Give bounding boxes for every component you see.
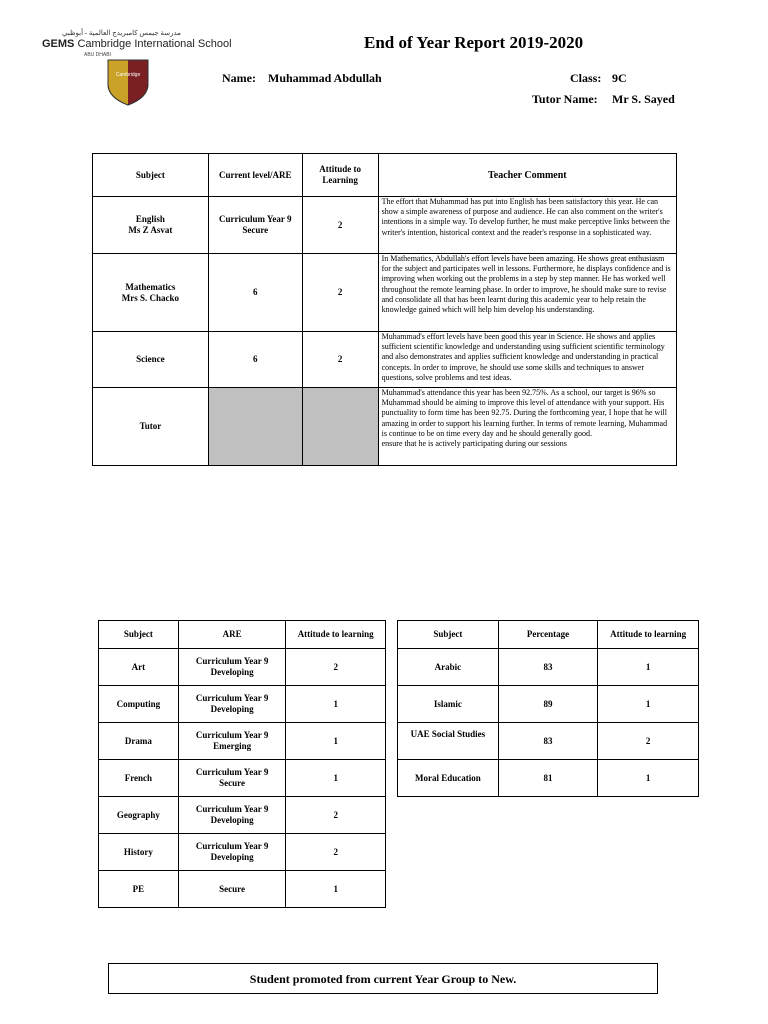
attitude-cell: 2 xyxy=(286,797,386,834)
subject-name: Mathematics xyxy=(125,281,176,292)
are-line: Secure xyxy=(219,778,245,788)
teacher-name: Ms Z Asvat xyxy=(128,225,173,235)
table-row xyxy=(99,649,386,686)
are-line: Curriculum Year 9 xyxy=(195,656,269,666)
level-cell: Curriculum Year 9 Secure xyxy=(208,197,302,254)
comment-cell: Muhammad's effort levels have been good this year in Science. He shows and applies sufficient scientific knowledge and understanding using sufficient scientific terminology and also demonstrates and applies sufficient knowledge and understanding in practical concepts. In order to improve, he should use some skills and techniques to answer questions, solve problems and test ideas. xyxy=(378,332,676,388)
column-header: Subject xyxy=(398,621,499,649)
are-line: Curriculum Year 9 xyxy=(195,767,269,777)
attitude-cell: 1 xyxy=(286,686,386,723)
are-line: Emerging xyxy=(213,741,252,751)
are-cell xyxy=(178,834,286,871)
are-line: Developing xyxy=(210,815,254,825)
attitude-cell: 1 xyxy=(286,723,386,760)
column-header: Current level/ARE xyxy=(208,154,302,197)
report-title: End of Year Report 2019-2020 xyxy=(364,33,584,52)
school-name-brand: GEMS xyxy=(42,38,75,50)
attitude-cell-empty xyxy=(302,388,378,466)
level-cell: 6 xyxy=(208,332,302,388)
comment-cell: The effort that Muhammad has put into English has been satisfactory this year. He can show a simple awareness of purpose and audience. He can also comment on the writer's intentions in a simple way. To develop further, he must make perceptive links between the writer's intention, historical context and the reader's response in a sophisticated way. xyxy=(378,197,676,254)
subject-name: English xyxy=(135,214,165,224)
column-header: Attitude to learning xyxy=(598,621,699,649)
school-location: ABU DHABI xyxy=(84,52,111,58)
crest-text: Cambridge xyxy=(115,72,141,78)
are-cell xyxy=(178,760,286,797)
subject-cell xyxy=(93,332,209,388)
tutor-name: Mr S. Sayed xyxy=(612,92,675,106)
school-crest-logo xyxy=(106,58,150,106)
are-line: Secure xyxy=(219,883,245,894)
table-row xyxy=(99,834,386,871)
are-cell xyxy=(178,797,286,834)
are-cell xyxy=(178,649,286,686)
column-header: Attitude to learning xyxy=(286,621,386,649)
table-row xyxy=(99,723,386,760)
promotion-status: Student promoted from current Year Group to New. xyxy=(108,963,658,994)
school-name xyxy=(42,38,232,50)
level-cell-empty xyxy=(208,388,302,466)
subject-cell xyxy=(93,254,209,332)
column-header: Attitude to Learning xyxy=(302,154,378,197)
attitude-cell: 2 xyxy=(286,649,386,686)
subject-cell: Drama xyxy=(99,723,179,760)
tutor-label: Tutor Name: xyxy=(532,92,598,106)
teacher-comments-table xyxy=(92,153,677,466)
comment-cell: In Mathematics, Abdullah's effort levels have been amazing. He shows great enthusiasm for the subject and participates well in lessons. Furthermore, he displays confidence and is improving when working out the problems in a step by step manner. He has worked well throughout the remote learning phase. In order to improve, he should make sure to revise and consolidate all that has been learnt during this academic year to help retain the knowledge gained which will help him develop his understanding. xyxy=(378,254,676,332)
table-row xyxy=(398,649,699,686)
subject-cell: French xyxy=(99,760,179,797)
table-row xyxy=(93,254,677,332)
attitude-cell: 1 xyxy=(598,649,699,686)
subject-name: Science xyxy=(136,354,165,364)
teacher-name: Mrs S. Chacko xyxy=(121,292,180,303)
are-line: Developing xyxy=(210,704,254,714)
subject-cell: Geography xyxy=(99,797,179,834)
subject-cell: UAE Social Studies xyxy=(398,723,499,760)
percentage-cell: 81 xyxy=(498,760,598,797)
table-row xyxy=(398,686,699,723)
subjects-percentage-table xyxy=(397,620,699,797)
subject-cell: Computing xyxy=(99,686,179,723)
column-header: Subject xyxy=(93,154,209,197)
are-cell xyxy=(178,871,286,908)
attitude-cell: 1 xyxy=(286,760,386,797)
subjects-are-table xyxy=(98,620,386,908)
level-cell: 6 xyxy=(208,254,302,332)
are-line: Curriculum Year 9 xyxy=(195,804,269,814)
are-line: Curriculum Year 9 xyxy=(195,693,269,703)
percentage-cell: 83 xyxy=(498,649,598,686)
subject-cell xyxy=(93,388,209,466)
attitude-cell: 2 xyxy=(302,332,378,388)
table-header-row xyxy=(93,154,677,197)
student-name: Muhammad Abdullah xyxy=(268,71,382,85)
are-cell xyxy=(178,686,286,723)
subject-cell: History xyxy=(99,834,179,871)
subject-cell: PE xyxy=(99,871,179,908)
attitude-cell: 2 xyxy=(302,197,378,254)
table-row xyxy=(93,332,677,388)
table-header-row xyxy=(99,621,386,649)
subject-cell: Art xyxy=(99,649,179,686)
percentage-cell: 83 xyxy=(498,723,598,760)
attitude-cell: 1 xyxy=(286,871,386,908)
table-row xyxy=(93,388,677,466)
subject-cell: Arabic xyxy=(398,649,499,686)
are-line: Developing xyxy=(210,667,254,677)
column-header: ARE xyxy=(178,621,286,649)
percentage-cell: 89 xyxy=(498,686,598,723)
table-row xyxy=(99,797,386,834)
subject-cell xyxy=(93,197,209,254)
column-header: Teacher Comment xyxy=(378,154,676,197)
subject-cell: Moral Education xyxy=(398,760,499,797)
table-row xyxy=(99,686,386,723)
are-cell xyxy=(178,723,286,760)
school-name-arabic: مدرسة جيمس كامبريدج العالمية - أبوظبي xyxy=(62,29,181,37)
class-value: 9C xyxy=(612,71,627,85)
attitude-cell: 1 xyxy=(598,760,699,797)
class-label: Class: xyxy=(570,71,602,85)
attitude-cell: 1 xyxy=(598,686,699,723)
column-header: Percentage xyxy=(498,621,598,649)
comment-cell: Muhammad's attendance this year has been 92.75%. As a school, our target is 96% so Muhammad should be aiming to improve this level of attendance with your support. His punctuality to form time has been 92.75. During the forthcoming year, I hope that he will amazing in order to support his learning further. In terms of remote learning, Muhammad is continue to be on time every day and he should generally good. ensure that he is actively participating during our sessions xyxy=(378,388,676,466)
attitude-cell: 2 xyxy=(286,834,386,871)
table-header-row xyxy=(398,621,699,649)
are-line: Curriculum Year 9 xyxy=(195,730,269,740)
name-label: Name: xyxy=(222,71,256,85)
table-row xyxy=(398,760,699,797)
school-name-rest: Cambridge International School xyxy=(74,38,232,50)
attitude-cell: 2 xyxy=(302,254,378,332)
subject-name: Tutor xyxy=(139,421,162,431)
table-row xyxy=(93,197,677,254)
are-line: Developing xyxy=(210,852,254,862)
attitude-cell: 2 xyxy=(598,723,699,760)
are-line: Curriculum Year 9 xyxy=(195,841,269,851)
column-header: Subject xyxy=(99,621,179,649)
table-row xyxy=(99,760,386,797)
table-row xyxy=(99,871,386,908)
subject-cell: Islamic xyxy=(398,686,499,723)
table-row xyxy=(398,723,699,760)
